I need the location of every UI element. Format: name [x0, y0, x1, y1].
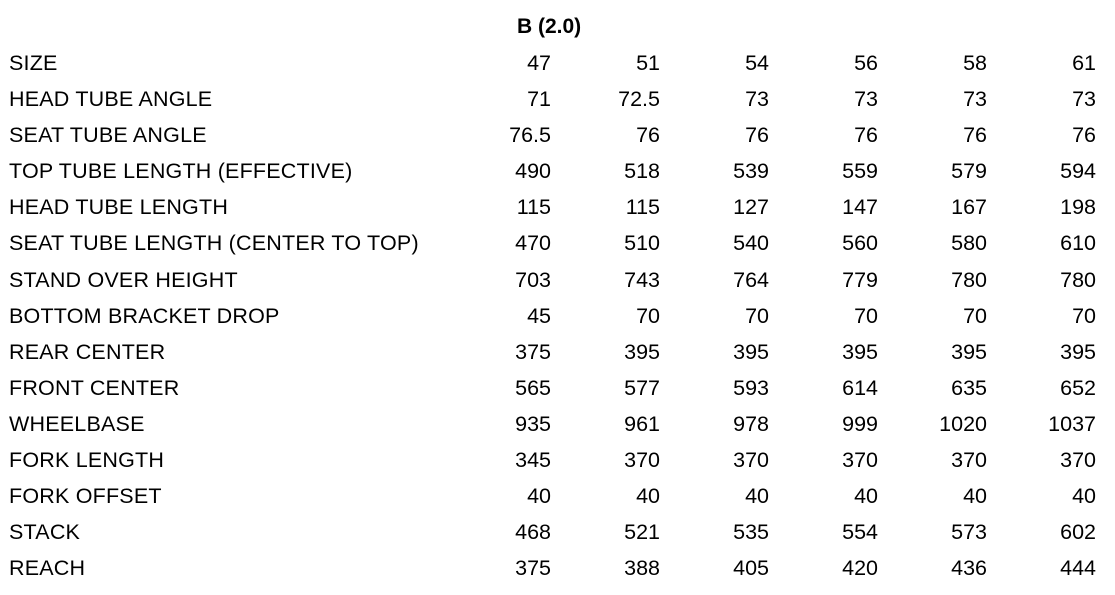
table-row — [0, 225, 1115, 261]
table-cell: 40 — [1072, 484, 1096, 509]
table-cell: 70 — [636, 303, 660, 328]
table-cell: 510 — [624, 231, 660, 256]
table-cell: 395 — [624, 339, 660, 364]
table-row — [0, 442, 1115, 478]
table-cell: 780 — [951, 267, 987, 292]
row-label: HEAD TUBE LENGTH — [9, 195, 229, 220]
table-cell: 610 — [1060, 231, 1096, 256]
table-cell: 743 — [624, 267, 660, 292]
table-row — [0, 189, 1115, 225]
table-cell: 76 — [1072, 123, 1096, 148]
row-label: SIZE — [9, 51, 58, 75]
table-title-text: B (2.0) — [517, 15, 582, 38]
table-row — [0, 117, 1115, 153]
table-cell: 40 — [527, 484, 551, 509]
table-cell: 56 — [854, 51, 878, 75]
row-label: HEAD TUBE ANGLE — [9, 87, 213, 112]
table-row — [0, 550, 1115, 586]
table-cell: 540 — [733, 231, 769, 256]
table-cell: 444 — [1060, 556, 1096, 581]
table-row — [0, 298, 1115, 334]
table-cell: 539 — [733, 159, 769, 184]
table-cell: 999 — [842, 411, 878, 436]
table-cell: 115 — [625, 195, 660, 220]
table-cell: 72.5 — [618, 87, 660, 112]
table-cell: 961 — [624, 411, 660, 436]
row-label: WHEELBASE — [9, 411, 145, 436]
table-cell: 375 — [515, 339, 551, 364]
row-label: SEAT TUBE ANGLE — [9, 123, 207, 148]
table-cell: 436 — [951, 556, 987, 581]
table-cell: 470 — [515, 231, 551, 256]
table-cell: 579 — [951, 159, 987, 184]
table-cell: 580 — [951, 231, 987, 256]
table-cell: 978 — [733, 411, 769, 436]
table-cell: 51 — [636, 51, 660, 75]
table-cell: 518 — [624, 159, 660, 184]
table-cell: 614 — [842, 375, 878, 400]
table-cell: 375 — [515, 556, 551, 581]
table-cell: 395 — [842, 339, 878, 364]
geometry-table — [0, 45, 1115, 586]
row-label: FRONT CENTER — [9, 375, 180, 400]
table-cell: 40 — [745, 484, 769, 509]
table-cell: 573 — [951, 520, 987, 545]
table-cell: 76 — [636, 123, 660, 148]
table-cell: 577 — [624, 375, 660, 400]
row-label: REAR CENTER — [9, 339, 166, 364]
table-cell: 535 — [733, 520, 769, 545]
table-cell: 602 — [1060, 520, 1096, 545]
table-cell: 395 — [951, 339, 987, 364]
table-cell: 468 — [515, 520, 551, 545]
table-cell: 76 — [854, 123, 878, 148]
table-cell: 73 — [963, 87, 987, 112]
table-cell: 565 — [515, 375, 551, 400]
table-row — [0, 334, 1115, 370]
table-cell: 935 — [515, 411, 551, 436]
row-label: TOP TUBE LENGTH (EFFECTIVE) — [9, 159, 353, 184]
table-cell: 521 — [624, 520, 660, 545]
table-cell: 40 — [854, 484, 878, 509]
table-cell: 593 — [733, 375, 769, 400]
table-cell: 703 — [515, 267, 551, 292]
table-cell: 652 — [1060, 375, 1096, 400]
table-cell: 40 — [636, 484, 660, 509]
table-cell: 490 — [515, 159, 551, 184]
row-label: SEAT TUBE LENGTH (CENTER TO TOP) — [9, 231, 419, 256]
table-cell: 71 — [527, 87, 551, 112]
table-cell: 40 — [963, 484, 987, 509]
table-row — [0, 406, 1115, 442]
table-cell: 76 — [745, 123, 769, 148]
table-cell: 370 — [842, 448, 878, 473]
table-cell: 395 — [733, 339, 769, 364]
row-label: STACK — [9, 520, 81, 545]
table-cell: 70 — [963, 303, 987, 328]
table-cell: 73 — [1072, 87, 1096, 112]
table-cell: 560 — [842, 231, 878, 256]
table-cell: 405 — [733, 556, 769, 581]
table-cell: 61 — [1072, 51, 1096, 75]
table-cell: 388 — [624, 556, 660, 581]
table-cell: 73 — [854, 87, 878, 112]
table-cell: 370 — [951, 448, 987, 473]
table-cell: 76.5 — [509, 123, 551, 148]
table-cell: 45 — [527, 303, 551, 328]
table-cell: 70 — [745, 303, 769, 328]
table-cell: 1037 — [1048, 411, 1096, 436]
table-cell: 554 — [842, 520, 878, 545]
row-label: BOTTOM BRACKET DROP — [9, 303, 280, 328]
table-cell: 76 — [963, 123, 987, 148]
table-row — [0, 153, 1115, 189]
table-cell: 1020 — [939, 411, 987, 436]
table-cell: 70 — [854, 303, 878, 328]
table-cell: 559 — [842, 159, 878, 184]
table-cell: 395 — [1060, 339, 1096, 364]
table-cell: 47 — [527, 51, 551, 75]
table-row — [0, 514, 1115, 550]
table-cell: 167 — [951, 195, 987, 220]
table-cell: 370 — [624, 448, 660, 473]
row-label: FORK OFFSET — [9, 484, 162, 509]
table-row — [0, 262, 1115, 298]
table-cell: 764 — [733, 267, 769, 292]
table-cell: 779 — [842, 267, 878, 292]
table-cell: 115 — [516, 195, 551, 220]
row-label: REACH — [9, 556, 86, 581]
table-cell: 73 — [745, 87, 769, 112]
table-cell: 198 — [1060, 195, 1096, 220]
table-cell: 54 — [745, 51, 769, 75]
table-cell: 370 — [733, 448, 769, 473]
table-row — [0, 370, 1115, 406]
table-cell: 420 — [842, 556, 878, 581]
table-cell: 780 — [1060, 267, 1096, 292]
table-cell: 147 — [842, 195, 878, 220]
table-row — [0, 45, 1115, 81]
table-cell: 635 — [951, 375, 987, 400]
row-label: STAND OVER HEIGHT — [9, 267, 238, 292]
table-cell: 58 — [963, 51, 987, 75]
table-row — [0, 478, 1115, 514]
table-cell: 127 — [733, 195, 769, 220]
table-cell: 370 — [1060, 448, 1096, 473]
table-cell: 345 — [515, 448, 551, 473]
table-row — [0, 81, 1115, 117]
row-label: FORK LENGTH — [9, 448, 165, 473]
table-cell: 594 — [1060, 159, 1096, 184]
table-cell: 70 — [1072, 303, 1096, 328]
